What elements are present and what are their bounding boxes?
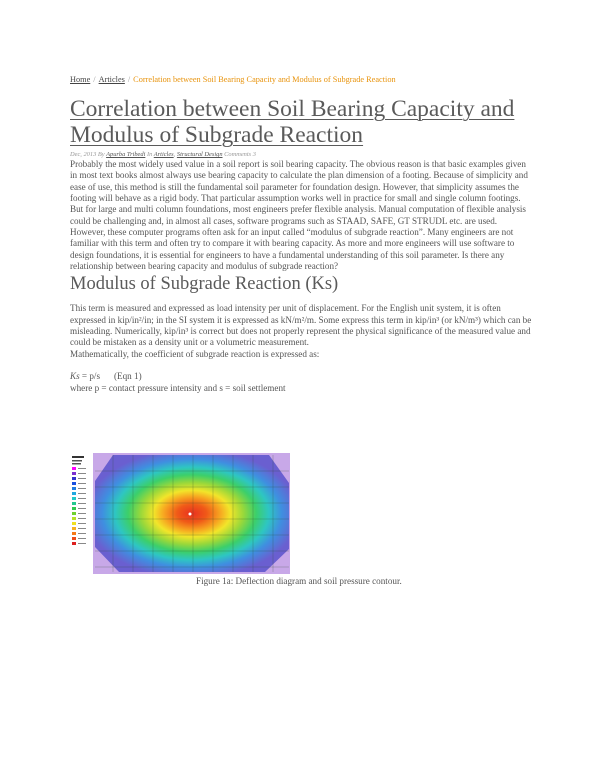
article-title[interactable]: Correlation between Soil Bearing Capacity and Modulus of Subgrade Reaction	[70, 96, 515, 148]
section-heading: Modulus of Subgrade Reaction (Ks)	[70, 274, 339, 295]
meta-in: In	[146, 151, 153, 158]
deflection-contour-figure	[69, 453, 290, 574]
intro-paragraph: Probably the most widely used value in a soil report is soil bearing capacity. The obvious reason is that basic examples given in most text books almost always use bearing capacity to calculate the plan dimension of a footing. Because of simplicity and ease of use, this method is still the fundamental soil parameter for foundation design. However, that simplicity assumes the footing will behave as a rigid body. That particular assumption works well in practice for small and single column footings. But for large and multi column foundations, most engineers prefer flexible analysis. Manual computation of flexible analysis could be challenging and, in almost all cases, software programs such as STAAD, SAFE, GT STRUDL etc. are used. However, these computer programs often ask for an input called “modulus of subgrade reaction”. Many engineers are not familiar with this term and often try to compare it with bearing capacity. As more and more engineers will use software to design foundations, it is essential for engineers to have a fundamental understanding of this soil parameter. Is there any relationship between bearing capacity and modulus of subgrade reaction?	[70, 159, 528, 272]
meta-comma: ,	[173, 151, 176, 158]
contour-image	[69, 453, 290, 574]
formula-rhs: = p/s	[79, 371, 100, 382]
category-articles-link[interactable]: Articles	[153, 151, 174, 158]
breadcrumb-current: Correlation between Soil Bearing Capacity and Modulus of Subgrade Reaction	[133, 75, 396, 84]
breadcrumb-separator: /	[127, 75, 131, 84]
article-date: Dec, 2013	[70, 151, 97, 158]
meta-by: By	[97, 151, 105, 158]
article-meta	[70, 151, 532, 159]
section-paragraph-2: Mathematically, the coefficient of subgrade reaction is expressed as:	[70, 348, 320, 359]
breadcrumb-articles-link[interactable]: Articles	[98, 75, 125, 84]
formula-lhs: Ks	[70, 371, 80, 382]
comments-count: Comments 3	[224, 151, 256, 158]
section-paragraph: This term is measured and expressed as load intensity per unit of displacement. For the English unit system, it is often expressed in kip/in²/in; in the SI system it is expressed as kN/m²/m. Some express this term in kip/in³ (or kN/m³) which can be misleading. Numerically, kip/in³ is correct but does not properly represent the physical significance of the measured value and could be mistaken as a density unit or a volumetric measurement.	[70, 303, 532, 348]
formula-eqn-1	[70, 371, 532, 382]
formula-where: where p = contact pressure intensity and s = soil settlement	[70, 382, 286, 393]
author-link[interactable]: Apurba Tribedi	[106, 151, 146, 158]
figure-caption: Figure 1a: Deflection diagram and soil pressure contour.	[196, 576, 402, 586]
max-point-marker	[189, 513, 192, 516]
breadcrumb	[70, 74, 532, 86]
formula-eqn-label: (Eqn 1)	[114, 371, 142, 382]
breadcrumb-separator: /	[93, 75, 96, 84]
breadcrumb-home-link[interactable]: Home	[70, 75, 91, 84]
article-page	[70, 74, 532, 394]
category-structural-design-link[interactable]: Structural Design	[176, 151, 223, 158]
